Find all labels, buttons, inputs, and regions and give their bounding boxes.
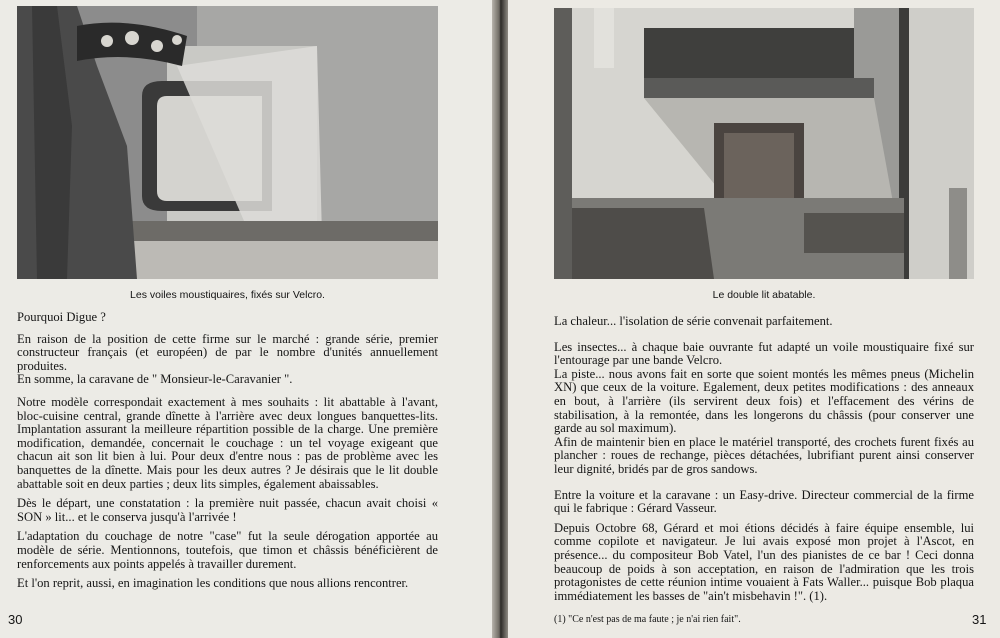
page-number-left: 30 — [8, 612, 23, 627]
paragraph: Entre la voiture et la caravane : un Easy-drive. Directeur commercial de la firme qui le fabrique : Gérard Vasseur. — [554, 487, 974, 516]
book-gutter — [492, 0, 508, 638]
page-number-right: 31 — [972, 612, 987, 627]
paragraph: En somme, la caravane de " Monsieur-le-Caravanier ". — [17, 372, 293, 387]
paragraph: En raison de la position de cette firme sur le marché : grande série, premier constructeur français (et européen) de par le nombre d'unités annuellement produites. — [17, 331, 438, 373]
paragraph: Dès le départ, une constatation : la première nuit passée, chacun avait choisi « SON » lit... et le conserva jusqu'à l'arrivée ! — [17, 496, 438, 524]
footnote: (1) "Ce n'est pas de ma faute ; je n'ai rien fait". — [554, 614, 741, 625]
mosquito-net-photo — [17, 6, 438, 279]
paragraph: L'adaptation du couchage de notre "case" fut la seule dérogation apportée au modèle de série. Mentionnons, toutefois, que timon et châssis bénéficièrent de renforcements aux points appelés à travailler durement. — [17, 529, 438, 571]
paragraph: Pourquoi Digue ? — [17, 310, 106, 324]
left-page — [0, 0, 492, 638]
paragraph: La chaleur... l'isolation de série convenait parfaitement. — [554, 314, 833, 328]
paragraph: La piste... nous avons fait en sorte que soient montés les mêmes pneus (Michelin XN) que ceux de la voiture. Egalement, deux petites modifications : des anneaux en bout, à l'arrière (ils servirent deux fois) et l'effacement des vérins de stabilisation, à la remontée, dans les longerons du châssis (pour conserver une garde au sol maximum). — [554, 366, 974, 436]
double-bed-photo — [554, 8, 974, 279]
right-page — [508, 0, 1000, 638]
right-photo-caption: Le double lit abatable. — [712, 289, 816, 301]
paragraph: Les insectes... à chaque baie ouvrante fut adapté un voile moustiquaire fixé sur l'entourage par une bande Velcro. — [554, 339, 974, 368]
left-body-text — [17, 311, 438, 597]
paragraph: Depuis Octobre 68, Gérard et moi étions décidés à faire équipe ensemble, lui comme copilote et navigateur. Je lui avais exposé mon projet à l'Ascot, en présence... du compositeur Bob Vatel, l'un des pianistes de ce bar ! Ceci donna beaucoup de poids à son acceptation, en raison de l'admiration que les trois protagonistes de cette réunion intime vouaient à Fats Waller... puisque Bob plaqua immédiatement les basses de "ain't misbehavin !". (1). — [554, 520, 974, 603]
right-body-text — [554, 315, 974, 609]
left-photo-caption: Les voiles moustiquaires, fixés sur Velcro. — [130, 289, 325, 301]
paragraph: Afin de maintenir bien en place le matériel transporté, des crochets furent fixés au plancher : roues de rechange, pièces détachées, lubrifiant purent ainsi conserver leur dignité, bridés par de gros sandows. — [554, 434, 974, 476]
paragraph: Et l'on reprit, aussi, en imagination les conditions que nous allions rencontrer. — [17, 576, 409, 591]
paragraph: Notre modèle correspondait exactement à mes souhaits : lit abattable à l'avant, bloc-cuisine central, grande dînette à l'arrière avec deux longues banquettes-lits. Implantation assurant la meilleure répartition possible de la charge. Une première modification, demandée, concernait le couchage : un tel voyage exigeant que chacun ait son lit bien à lui. Pour deux d'entre nous : pas de problème avec les banquettes de la dînette. Mais pour les deux autres ? Je désirais que le lit double abattable soit en deux parties ; deux lits simples, également abaissables. — [17, 394, 438, 491]
